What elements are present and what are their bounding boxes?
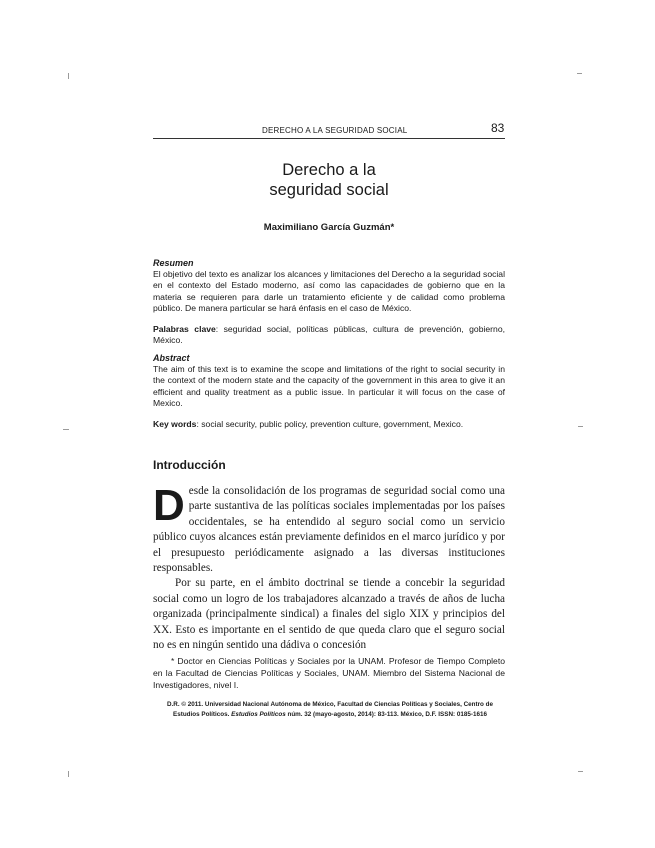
- crop-mark-mid-left: [63, 429, 69, 430]
- body-paragraph-2: Por su parte, en el ámbito doctrinal se tiende a concebir la seguridad social como un logro de los trabajadores alcanzado a través de años de lucha organizada (principalmente sindical) a finales del siglo XIX y principios del XX. Esto es importante en el sentido de que queda claro que el seguro social no es en ningún sentido una dádiva o concesión: [153, 577, 505, 652]
- author-name: Maximiliano García Guzmán*: [263, 222, 395, 233]
- crop-mark-top-right: [577, 73, 582, 74]
- body-paragraph-1: [153, 481, 505, 576]
- palabras-clave-text: : seguridad social, políticas públicas, cultura de prevención, gobierno, México.: [153, 324, 505, 346]
- key-words-label: Key words: [153, 419, 197, 429]
- crop-mark-bottom-right: [578, 771, 583, 772]
- introduction-heading: Introducción: [153, 458, 226, 472]
- palabras-clave: [153, 324, 505, 347]
- body-text: [153, 481, 505, 653]
- crop-mark-top-left: [68, 73, 69, 79]
- page-number: 83: [491, 121, 505, 135]
- palabras-clave-label: Palabras clave: [153, 324, 216, 334]
- journal-name: Estudios Políticos: [231, 711, 286, 718]
- article-title-line-2: seguridad social: [269, 181, 389, 199]
- key-words: [153, 419, 505, 430]
- resumen-text: El objetivo del texto es analizar los alcances y limitaciones del Derecho a la seguridad social en el contexto del Estado moderno, así como las capacidades de gobierno que en la materia se requieren para darle un tratamiento eficiente y de calidad como problema público. De manera particular se hará énfasis en el caso de México.: [153, 269, 505, 313]
- resumen-heading: Resumen: [153, 258, 194, 268]
- body-paragraph-1-text: esde la consolidación de los programas de seguridad social como una parte sustantiva de las políticas sociales implementadas por los países occidentales, se ha entendido al seguro social como un servicio público cuyos alcances están previamente definidos en el marco jurídico y por el presupuesto periódicamente asignado a las diversas instituciones responsables.: [153, 485, 505, 575]
- copyright-part-2: núm. 32 (mayo-agosto, 2014): 83-113. México, D.F. ISSN: 0185-1616: [285, 711, 487, 718]
- running-head: DERECHO A LA SEGURIDAD SOCIAL: [262, 126, 408, 135]
- author-footnote: * Doctor en Ciencias Políticas y Sociales por la UNAM. Profesor de Tiempo Completo en la Facultad de Ciencias Políticas y Sociales, UNAM. Miembro del Sistema Nacional de Investigadores, nivel I.: [153, 656, 505, 690]
- crop-mark-mid-right: [578, 426, 583, 427]
- abstract-heading: Abstract: [153, 353, 190, 363]
- abstract-text: The aim of this text is to examine the scope and limitations of the right to social security in the context of the modern state and the capacity of the government in this area to give it an efficient and quality treatment as a public issue. In particular it will focus on the case of Mexico.: [153, 364, 505, 408]
- article-title: [153, 160, 505, 200]
- copyright-part-1: D.R. © 2011. Universidad Nacional Autónoma de México, Facultad de Ciencias Políticas y Sociales, Centro de Estudios Políticos.: [167, 701, 493, 718]
- crop-mark-bottom-left: [68, 771, 69, 777]
- copyright-notice: [160, 700, 500, 720]
- header-rule: [153, 138, 505, 139]
- article-title-line-1: Derecho a la: [282, 161, 376, 179]
- key-words-text: : social security, public policy, prevention culture, government, Mexico.: [196, 419, 464, 429]
- drop-cap: D: [153, 481, 185, 530]
